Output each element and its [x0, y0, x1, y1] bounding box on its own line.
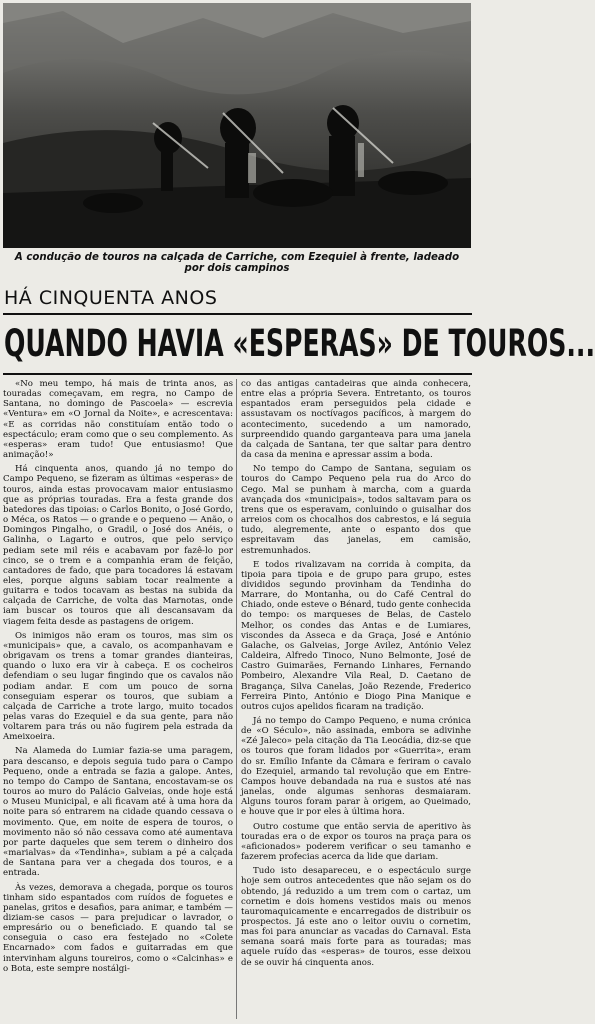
paragraph: «No meu tempo, há mais de trinta anos, as touradas começavam, em regra, no Campo de Santana, no domingo de Pascoela» — escrevia «Ventura» em «O Jornal da Noite», e acrescentava: «E as corridas não constituíam então todo o espectáculo; eram como que o seu complemento. As «esperas» eram tudo! Que entusiasmo! Que animação!»: [3, 379, 233, 461]
photo-image: [3, 3, 471, 248]
paragraph: Às vezes, demorava a chegada, porque os touros tinham sido espantados com ruídos de foguetes e panelas, gritos e desafios, para animar, e também — diziam-se casos — para prejudicar o lavrador, o empresário ou o beneficiado. E quando tal se conseguia o caso era festejado no «Colete Encarnado» com fados e guitarradas em que intervinham alguns toureiros, como o «Calcinhas» e o Bota, este sempre nostálgi-: [3, 882, 233, 974]
paragraph: Já no tempo do Campo Pequeno, e numa crónica de «O Século», não assinada, embora se adivinhe «Zé Jaleco» pela citação da Tia Leocádia, diz-se que os touros que foram lidados por «Guerrita», eram do sr. Emílio Infante da Câmara e feriram o cavalo do Ezequiel, armando tal revolução que em Entre-Campos houve debandada na rua e sustos até nas janelas, onde algumas senhoras desmaiaram. Alguns touros foram parar à origem, ao Queimado, e houve que ir por eles à última hora.: [241, 716, 471, 818]
paragraph: E todos rivalizavam na corrida à compita, da tipoia para tipoia e de grupo para grupo, estes divididos segundo provinham da Tendinha do Marrare, do Montanha, ou do Café Central do Chiado, onde esteve o Bénard, tudo gente conhecida do tempo: os marqueses de Belas, de Castelo Melhor, os condes das Antas e de Lumiares, viscondes da Asseca e da Graça, José e António Galache, os Galveias, Jorge Avilez, António Velez Caldeira, Alfredo Tinoco, Nuno Belmonte, José de Castro Guimarães, Fernando Linhares, Fernando Pombeiro, Alexandre Vila Real, D. Caetano de Bragança, Silva Canelas, João Rezende, Frederico Ferreira Pinto, António e Diogo Pina Manique e outros cujos apelidos ficaram na tradição.: [241, 559, 472, 712]
paragraph: co das antigas cantadeiras que ainda conhecera, entre elas a própria Severa. Entretanto, os touros espantados eram perseguidos pela cidade e assustavam os noctívagos pacíficos, à margem do acontecimento, sucedendo a um namorado, surpreendido quando garganteava para uma janela da calçada de Santana, ter que saltar para dentro da casa da menina e apressar assim a boda.: [241, 379, 471, 461]
photo-caption: A condução de touros na calçada de Carriche, com Ezequiel à frente, ladeado por dois campinos: [14, 252, 460, 274]
divider-under-headline: [3, 373, 472, 375]
article-column-left: [3, 379, 233, 1022]
photo: [3, 3, 471, 248]
paragraph: Os inimigos não eram os touros, mas sim os «municipais» que, a cavalo, os acompanhavam e obrigavam os trens a tomar grandes dianteiras, quando o luxo era vir à cabeça. E os cocheiros defendiam o seu lugar fingindo que os cavalos não podiam andar. E com um pouco de sorna conseguiam esperar os touros, que subiam a calçada de Carriche a trote largo, muito tocados pelas varas do Ezequiel e da sua gente, para não voltarem para trás ou não fugirem pela estrada da Ameixoeira.: [3, 630, 233, 743]
headline: QUANDO HAVIA «ESPERAS» DE TOUROS...: [4, 322, 595, 365]
paragraph: Tudo isto desapareceu, e o espectáculo surge hoje sem outros antecedentes que não sejam os do obtendo, já reduzido a um trem com o cartaz, um cornetim e dois homens vestidos mais ou menos tauromaquicamente e encarregados de distribuir os prospectos. Já este ano o leitor ouviu o cornetim, mas foi para anunciar as vacadas do Carnaval. Esta semana soará mais forte para as touradas; mas aquele ruído das «esperas» de touros, esse deixou de se ouvir há cinquenta anos.: [241, 866, 471, 968]
article-column-right: [241, 379, 471, 1022]
column-divider: [236, 379, 237, 1019]
paragraph: Outro costume que então servia de aperitivo às touradas era o de expor os touros na praça para os «aficionados» poderem verificar o seu tamanho e fazerem profecias acerca da lide que dariam.: [241, 821, 471, 863]
paragraph: Há cinquenta anos, quando já no tempo do Campo Pequeno, se fizeram as últimas «esperas» de touros, ainda estas provocavam maior entusiasmo que as próprias touradas. Era a festa grande dos batedores das tipoias: o Carlos Bonito, o José Gordo, o Méca, os Ratos — o grande e o pequeno — Anão, o Domingos Pingalho, o Gradil, o José dos Anéis, o Galinha, o Lagarto e outros, que pelo serviço pediam sete mil réis e acabavam por fazê-lo por cinco, se o trem e a companhia eram de feição, cantadores de fado, que para tocadores lá estavam eles, porque alguns sabiam tocar realmente a guitarra e todos tocavam as bestas na subida da calçada de Carriche, de volta das Marnotas, onde iam buscar os touros que ali descansavam da viagem feita desde as pastagens de origem.: [3, 464, 233, 627]
divider-top: [3, 313, 472, 315]
paragraph: Na Alameda do Lumiar fazia-se uma paragem, para descanso, e depois seguia tudo para o Campo Pequeno, onde a entrada se fazia a galope. Antes, no tempo do Campo de Santana, encostavam-se os touros ao muro do Palácio Galveias, onde hoje está o Museu Municipal, e ali ficavam até à uma hora da noite para só entrarem na cidade quando cessava o movimento. Que, em noite de espera de touros, o movimento não só não cessava como até aumentava por parte daqueles que sem terem o dinheiro dos «marialvas» da «Tendinha», subiam a pé a calçada de Santana para ver a chegada dos touros, e a entrada.: [3, 746, 233, 879]
paragraph: No tempo do Campo de Santana, seguiam os touros do Campo Pequeno pela rua do Arco do Cego. Mal se punham à marcha, com a guarda avançada dos «municipais», todos saltavam para os trens que os esperavam, conluindo o guisalhar dos arreios com os chocalhos dos cabrestos, e lá seguia tudo, alegremente, ante o espanto dos que espreitavam das janelas, em camisão, estremunhados.: [241, 464, 471, 556]
section-kicker: HÁ CINQUENTA ANOS: [4, 287, 218, 309]
